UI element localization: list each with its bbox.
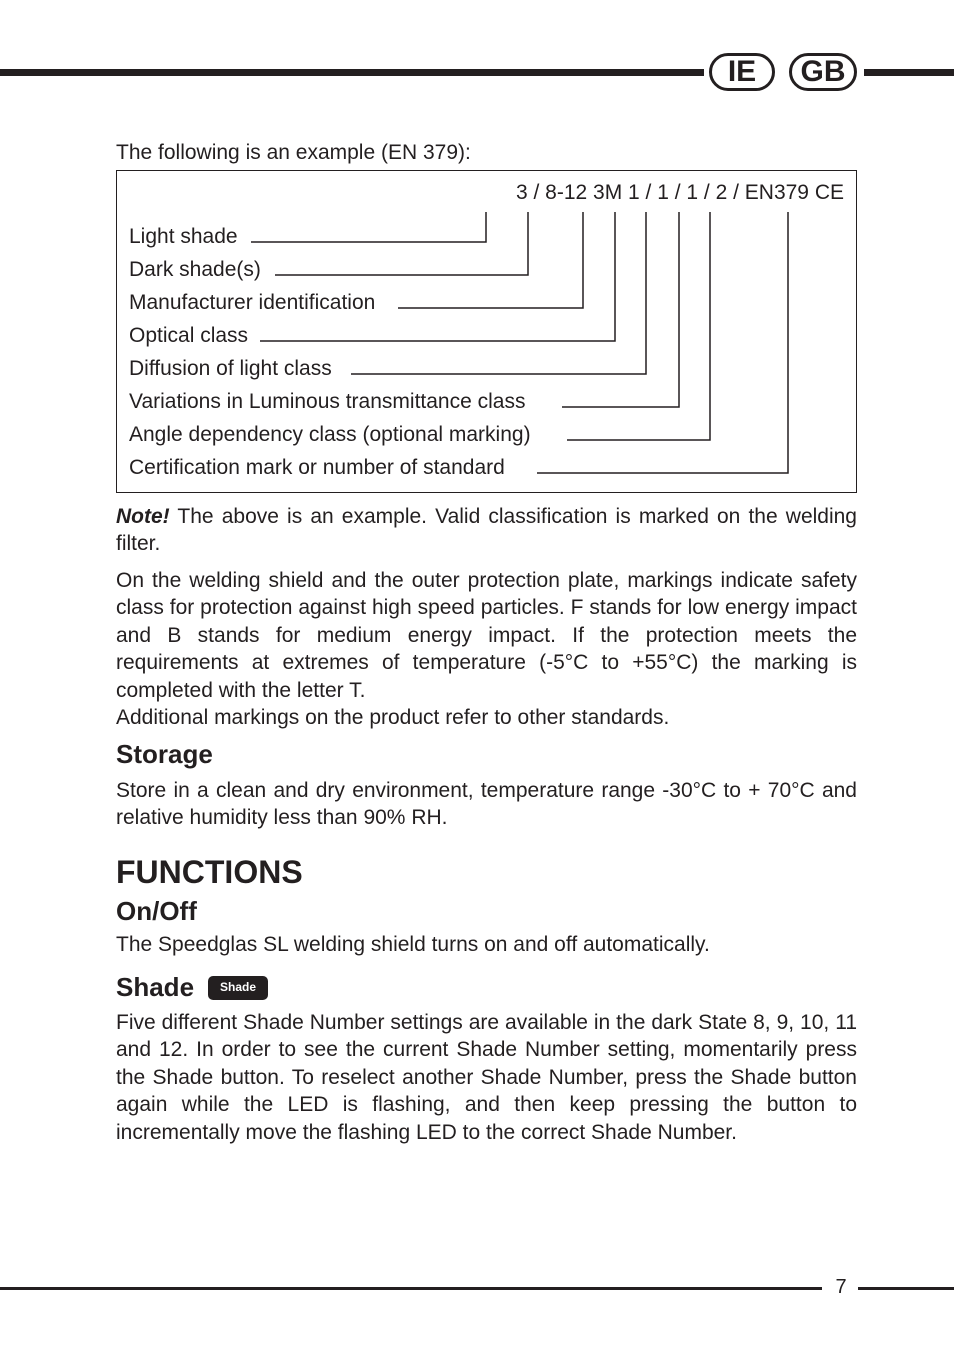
- shade-button-icon: Shade: [208, 976, 268, 1000]
- label-optical-class: Optical class: [129, 324, 249, 347]
- storage-text: Store in a clean and dry environment, temperature range -30°C to + 70°C and relative humidity less than 90% RH.: [116, 779, 857, 830]
- label-dark-shades: Dark shade(s): [129, 258, 261, 281]
- leader-line-light-shade: [251, 212, 486, 242]
- leader-line-transmittance: [562, 212, 679, 407]
- leader-line-certification: [537, 212, 788, 473]
- label-certification: Certification mark or number of standard: [129, 456, 505, 479]
- header-rule-right: [864, 69, 954, 76]
- leader-line-optical: [260, 212, 615, 341]
- footer-rule-left: [0, 1287, 822, 1290]
- leader-line-angle: [567, 212, 710, 440]
- header-rule-left: [0, 69, 704, 76]
- lang-badge-gb: GB: [789, 53, 857, 91]
- shade-heading: Shade: [116, 972, 195, 1002]
- shade-text: Five different Shade Number settings are available in the dark State 8, 9, 10, 11 and 12. In order to see the current Shade Number setting, momentarily press the Shade button. To reselect another Shade Number, press the Shade button again while the LED is flashing, and then keep pressing the button to incrementally move the flashing LED to the correct Shade Number.: [116, 1011, 857, 1144]
- example-code: 3 / 8-12 3M 1 / 1 / 1 / 2 / EN379 CE: [515, 181, 844, 204]
- note-label: Note!: [116, 505, 170, 528]
- onoff-text: The Speedglas SL welding shield turns on and off automatically.: [116, 933, 710, 956]
- additional-markings: Additional markings on the product refer to other standards.: [116, 706, 670, 729]
- functions-heading: FUNCTIONS: [116, 854, 303, 890]
- intro-text: The following is an example (EN 379):: [116, 141, 471, 164]
- storage-heading: Storage: [116, 739, 213, 769]
- page-number: 7: [835, 1276, 847, 1298]
- label-transmittance: Variations in Luminous transmittance class: [129, 390, 526, 413]
- label-light-shade: Light shade: [129, 225, 238, 248]
- example-marking-diagram: [116, 170, 857, 493]
- leader-line-manufacturer: [398, 212, 583, 308]
- label-angle-dependency: Angle dependency class (optional marking): [129, 423, 531, 446]
- lang-badge-ie: IE: [709, 53, 775, 91]
- note-paragraph: [116, 503, 857, 558]
- label-diffusion: Diffusion of light class: [129, 357, 332, 380]
- leader-line-dark-shades: [275, 212, 528, 275]
- markings-paragraph: On the welding shield and the outer protection plate, markings indicate safety class for protection against high speed particles. F stands for low energy impact and B stands for medium energy impact. If the protection meets the requirements at extremes of temperature (-5°C to +55°C) the marking is completed with the letter T.: [116, 569, 857, 702]
- onoff-heading: On/Off: [116, 896, 197, 926]
- label-manufacturer: Manufacturer identification: [129, 291, 376, 314]
- footer-rule-right: [858, 1287, 954, 1290]
- leader-line-diffusion: [351, 212, 646, 374]
- note-text: The above is an example. Valid classification is marked on the welding filter.: [116, 505, 857, 556]
